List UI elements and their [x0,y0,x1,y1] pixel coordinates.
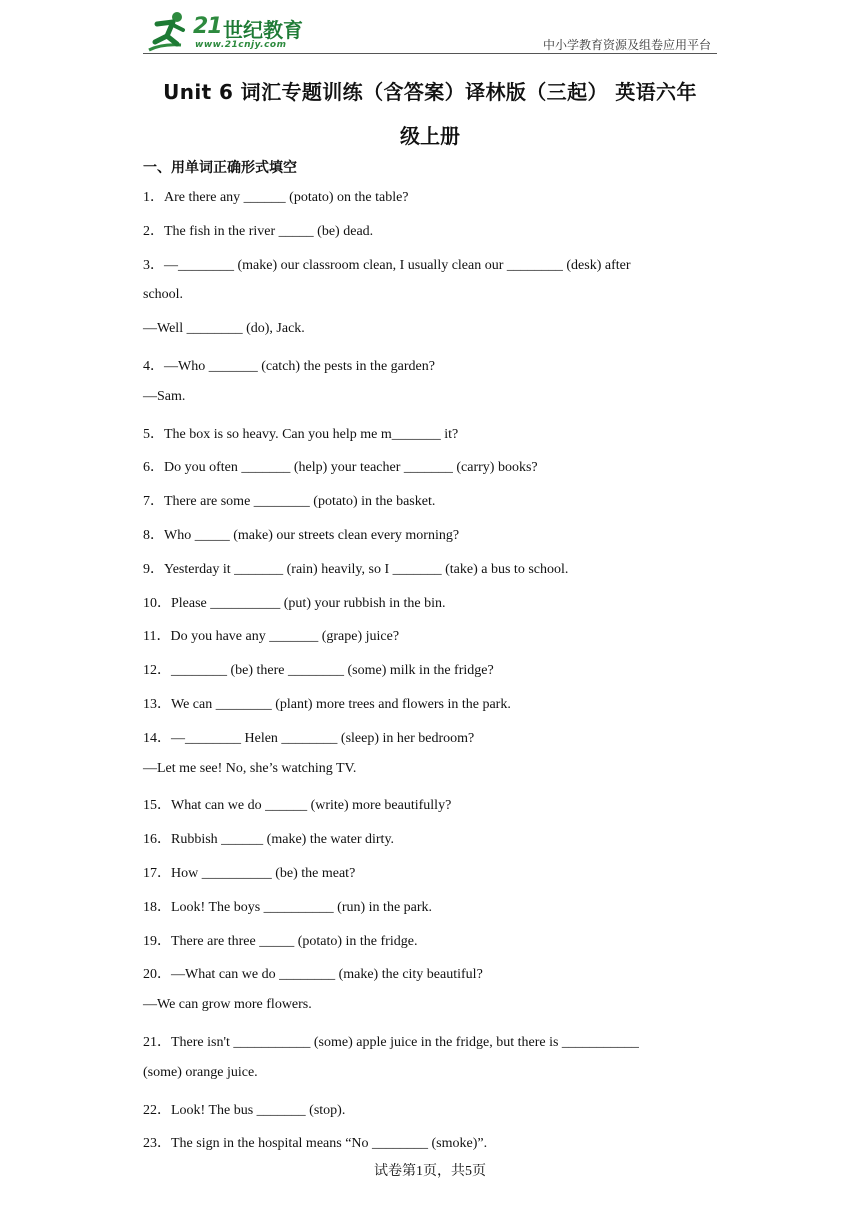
question-line: 18．Look! The boys __________ (run) in the park. [143,899,433,915]
logo-text: 世纪教育 [223,18,303,42]
question-line: 16．Rubbish ______ (make) the water dirty. [143,832,395,848]
document-title-line-2: 级上册 [400,124,460,148]
question-line: 5．The box is so heavy. Can you help me m_______ it? [143,426,459,442]
platform-name: 中小学教育资源及组卷应用平台 [542,38,711,52]
question-line: —We can grow more flowers. [143,997,312,1013]
logo-number: 21 [193,14,222,39]
question-line: —Well ________ (do), Jack. [143,321,305,337]
question-line: —Let me see! No, she’s watching TV. [143,760,357,776]
page-footer: 试卷第1页，共5页 [374,1164,486,1179]
question-line: 3．—________ (make) our classroom clean, I usually clean our ________ (desk) after [143,257,631,273]
question-line: 17．How __________ (be) the meat? [143,866,356,881]
question-line: 22．Look! The bus _______ (stop). [143,1102,346,1118]
question-line: 10．Please __________ (put) your rubbish in the bin. [143,595,446,611]
question-line: 14．—________ Helen ________ (sleep) in her bedroom? [143,730,475,746]
question-line: 19．There are three _____ (potato) in the fridge. [143,933,418,949]
question-line: 23．The sign in the hospital means “No ________ (smoke)”. [143,1136,488,1152]
header-divider [143,53,717,54]
question-line: school. [143,287,184,303]
question-line: 9．Yesterday it _______ (rain) heavily, so I _______ (take) a bus to school. [143,561,569,577]
logo-url: www.21cnjy.com [195,40,287,50]
question-line: 21．There isn't ___________ (some) apple juice in the fridge, but there is ___________ [143,1035,639,1050]
logo [143,10,313,54]
question-line: 20．—What can we do ________ (make) the city beautiful? [143,967,483,983]
question-line: 12．________ (be) there ________ (some) milk in the fridge? [143,663,494,679]
document-title-line-1: Unit 6 词汇专题训练（含答案）译林版（三起） 英语六年 [163,80,697,104]
question-line: 2．The fish in the river _____ (be) dead. [143,223,374,239]
question-line: (some) orange juice. [143,1064,258,1080]
question-line: 4．—Who _______ (catch) the pests in the garden? [143,359,435,374]
runner-logo-icon [143,10,195,54]
question-line: 7．There are some ________ (potato) in the basket. [143,494,436,510]
question-line: —Sam. [143,388,186,404]
question-line: 1．Are there any ______ (potato) on the table? [143,190,409,205]
question-line: 8．Who _____ (make) our streets clean every morning? [143,528,460,543]
question-line: 13．We can ________ (plant) more trees and flowers in the park. [143,697,511,712]
question-line: 15．What can we do ______ (write) more beautifully? [143,798,452,814]
section-heading: 一、用单词正确形式填空 [143,160,297,176]
question-line: 6．Do you often _______ (help) your teacher _______ (carry) books? [143,460,538,476]
question-line: 11．Do you have any _______ (grape) juice? [143,629,400,645]
page-header [143,8,717,56]
